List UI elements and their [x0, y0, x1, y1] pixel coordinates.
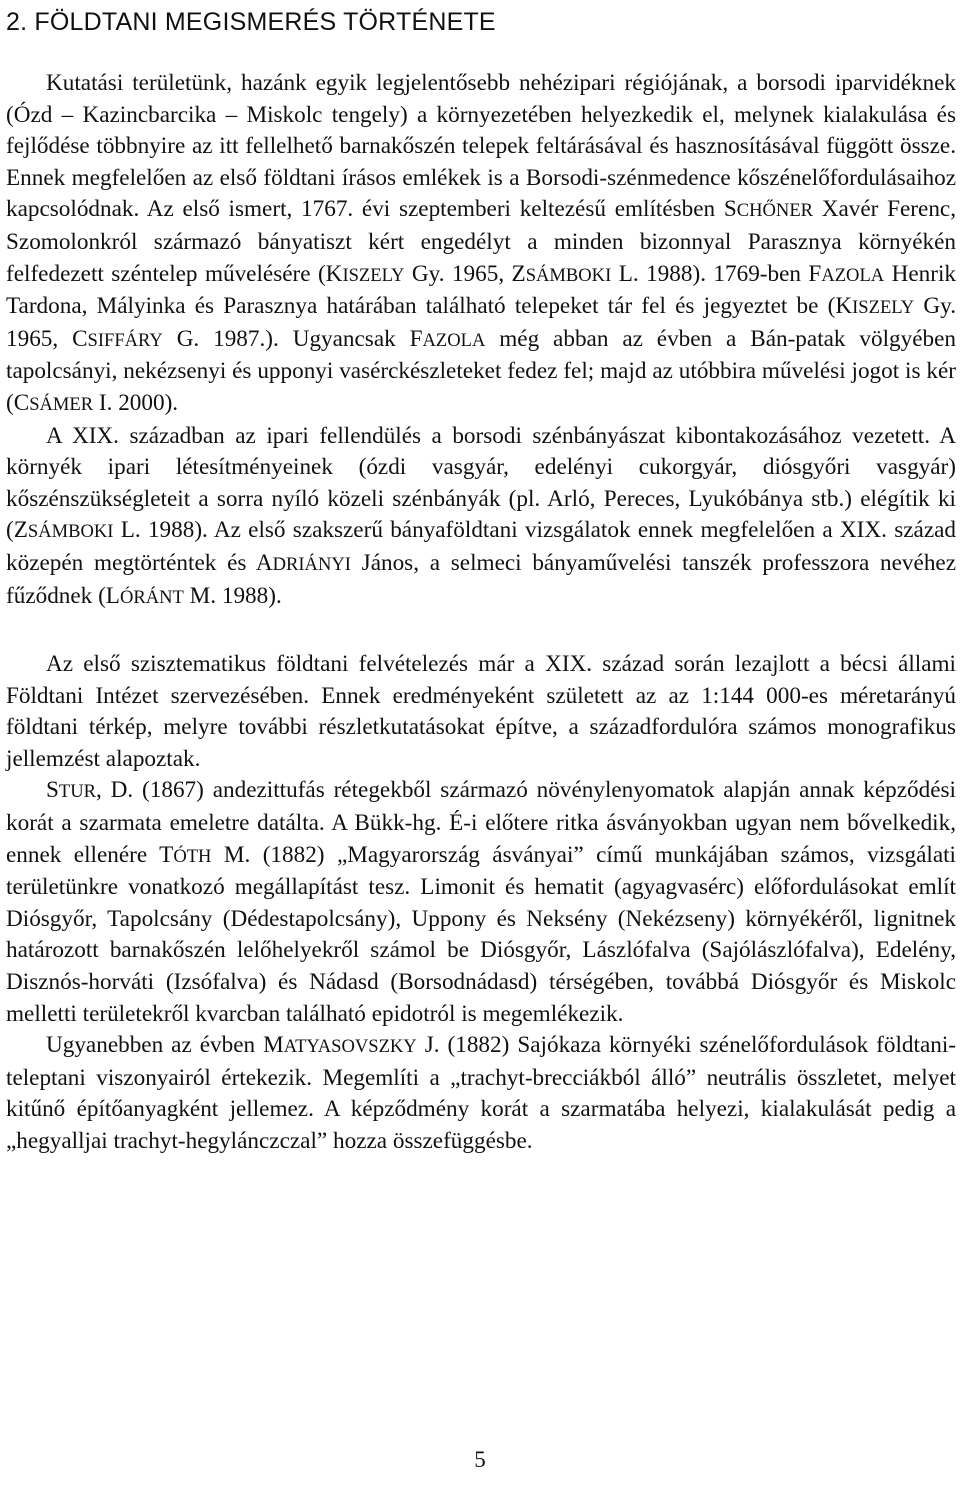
- text-run: A XIX. században az ipari fellendülés a borsodi szénbányászat kibontakozásához vezetett. A környék ipari létesítményeinek (ózdi vasgyár, edelényi cukorgyár, diósgyőri vasgyár) kőszénszükségleteit a sorra nyíló közeli szénbányák (pl. Arló, Pereces, Lyukóbánya stb.) elégítik ki (Z: [6, 422, 956, 544]
- author-name: DRIÁNYI: [272, 553, 351, 575]
- author-name: ISZELY: [342, 264, 405, 286]
- text-run: Az első szisztematikus földtani felvételezés már a XIX. század során lezajlott a bécsi állami Földtani Intézet szervezésében. Ennek eredményeként született az az 1:144 000-es méretarányú földtani térkép, melyre további részletkutatásokat építve, a századfordulóra számos monografikus jellemzést alapoztak.: [6, 651, 956, 772]
- text-run: J. (1882) Sajókaza környéki szénelőfordulások földtani-teleptani viszonyairól értekezik. Megemlíti a „trachyt-brecciákból álló” neutrális összletet, melyet kitűnő építőanyagként jellemez. A képződmény korát a szarmatába helyezi, kialakulását pedig a „hegyalljai trachyt-hegylánczczal” hozza összefüggésbe.: [6, 1032, 957, 1154]
- author-name: SIFFÁRY: [87, 329, 163, 351]
- text-run: Ugyanebben az évben M: [46, 1032, 284, 1059]
- text-run: , D. (1867) andezittufás rétegekből származó növénylenyomatok alapján annak képződési korát a szarmata emeletre datálta. A Bükk-hg. É-i előtere ritka ásványokban ugyan nem bővelkedik, ennek ellenére T: [6, 777, 956, 868]
- text-run: János, a selmeci bányaművelési tanszék professzora nevéhez fűződnek (L: [6, 549, 956, 609]
- paragraph-2: [6, 421, 956, 614]
- author-name: SÁMER: [29, 393, 94, 415]
- text-run: Gy. 1965, Z: [404, 260, 526, 287]
- text-run: még abban az évben a Bán-patak völgyében tapolcsányi, nekézsenyi és upponyi vasérckészleteket fedez fel; majd az utóbbira művelési jogot is kér (C: [6, 325, 956, 416]
- paragraph-3: [6, 649, 956, 775]
- paragraph-1: [6, 68, 956, 421]
- text-run: Kutatási területünk, hazánk egyik legjelentősebb nehézipari régiójának, a borsodi iparvidéknek (Ózd – Kazincbarcika – Miskolc tengely) a környezetében helyezkedik el, melynek kialakulása és fejlődése többnyire az itt fellelhető barnakőszén telepek feltárásával és hasznosításával függött össze. Ennek megfelelően az első földtani írásos emlékek is a Borsodi-szénmedence kőszénelőfordulásaihoz kapcsolódnak. Az első ismert, 1767. évi szeptemberi keltezésű említésben S: [6, 70, 956, 223]
- author-name: AZOLA: [821, 264, 885, 286]
- author-name: AZOLA: [422, 329, 486, 351]
- text-run: L. 1988). 1769-ben F: [611, 260, 822, 287]
- author-name: ÓTH: [173, 845, 212, 867]
- section-heading: 2. FÖLDTANI MEGISMERÉS TÖRTÉNETE: [6, 8, 496, 36]
- author-name: CHŐNER: [736, 200, 814, 222]
- author-name: TUR: [58, 781, 97, 803]
- text-run: Gy. 1965, C: [6, 293, 956, 352]
- text-run: Henrik Tardona, Mályinka és Parasznya határában található telepeket tár fel és jegyeztet be (K: [6, 260, 956, 320]
- text-run: M. 1988).: [183, 582, 282, 609]
- paragraph-4: [6, 775, 956, 1030]
- paragraph-gap: [6, 613, 956, 649]
- paragraph-5: [6, 1030, 956, 1157]
- author-name: SÁMBOKI: [27, 521, 114, 543]
- author-name: ATYASOVSZKY: [283, 1036, 417, 1058]
- author-name: ISZELY: [852, 297, 915, 319]
- author-name: SÁMBOKI: [525, 264, 612, 286]
- text-run: G. 1987.). Ugyancsak F: [162, 325, 423, 352]
- author-name: ÓRÁNT: [119, 586, 184, 608]
- text-run: Xavér Ferenc, Szomolonkról származó bányatiszt kért engedélyt a minden bizonnyal Parasznya környékén felfedezett széntelep művelésére (K: [6, 196, 956, 287]
- body-text: [6, 68, 956, 1158]
- text-run: M. (1882) „Magyarország ásványai” című munkájában számos, vizsgálati területünkre vonatkozó megállapítást tesz. Limonit és hematit (agyagvasérc) előfordulásokat említ Diósgyőr, Tapolcsány (Dédestapolcsány), Uppony és Neksény (Nekézseny) környékéről, lignitnek határozott barnakőszén lelőhelyekről számol be Diósgyőr, Lászlófalva (Sajólászlófalva), Edelény, Disznós-horváti (Izsófalva) és Nádasd (Borsodnádasd) térségében, továbbá Diósgyőr és Miskolc melletti területekről kvarcban található epidotról is megemlékezik.: [6, 841, 956, 1027]
- page-number: 5: [474, 1447, 486, 1472]
- text-run: L. 1988). Az első szakszerű bányaföldtani vizsgálatok ennek megfelelően a XIX. század közepén megtörténtek és A: [6, 517, 956, 576]
- text-run: I. 2000).: [93, 389, 179, 416]
- text-run: S: [46, 777, 59, 804]
